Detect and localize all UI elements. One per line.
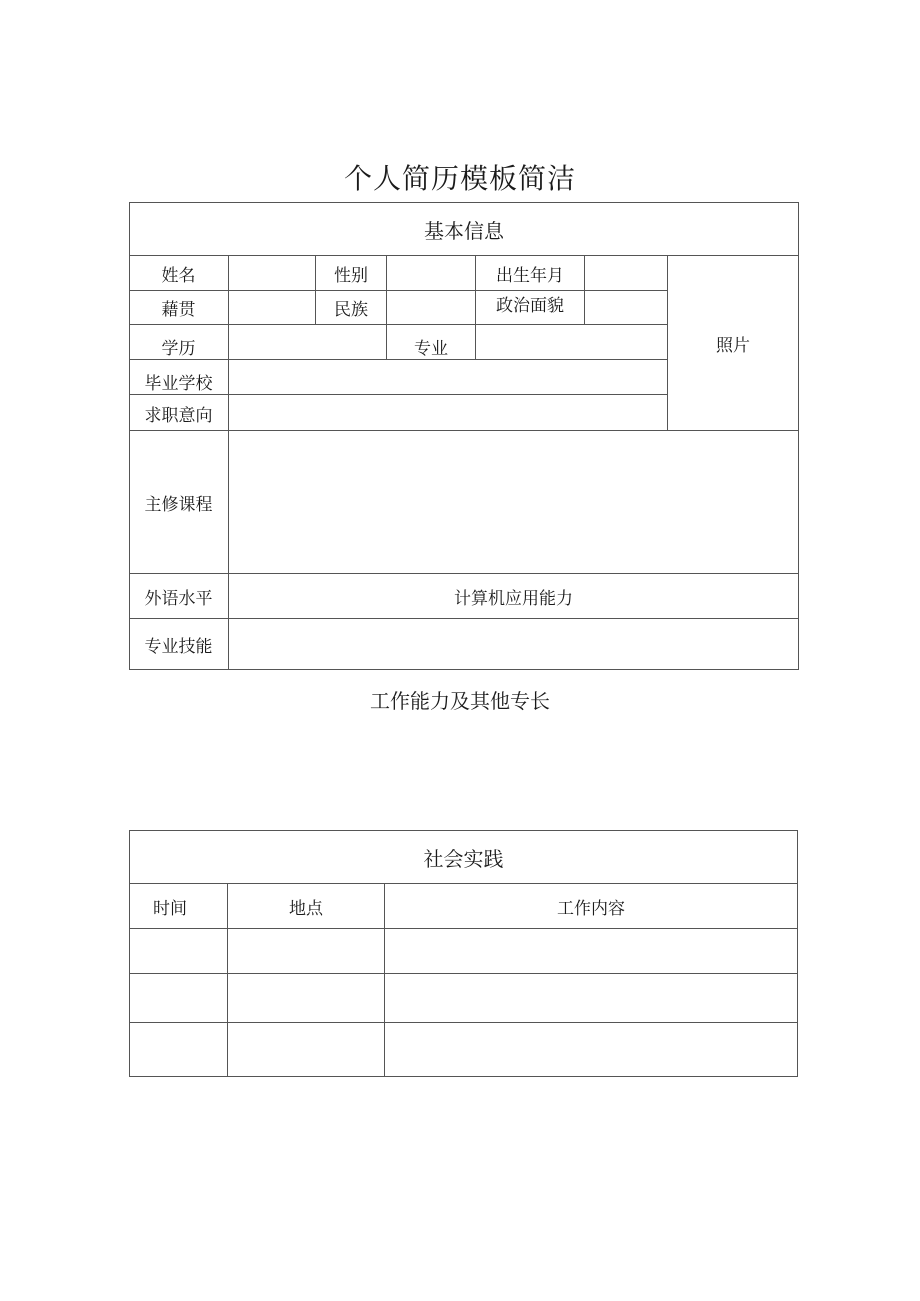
name-field[interactable] [229,256,315,290]
education-label: 学历 [161,338,196,359]
professional-skills-field[interactable] [229,619,798,669]
political-status-label: 政治面貌 [496,296,564,316]
political-status-field[interactable] [585,291,667,324]
work-ability-content-area[interactable] [129,718,799,826]
birth-label: 出生年月 [496,265,564,286]
column-header-place: 地点 [289,898,323,919]
birth-field[interactable] [585,256,667,290]
job-intention-field[interactable] [229,395,667,430]
gender-field[interactable] [387,256,475,290]
professional-skills-label: 专业技能 [144,637,213,657]
school-label: 毕业学校 [144,373,213,394]
major-field[interactable] [476,325,667,359]
gender-label: 性别 [334,265,368,286]
table-row[interactable] [130,1023,797,1076]
photo-label: 照片 [716,335,750,356]
native-place-field[interactable] [229,291,315,324]
table-row[interactable] [130,974,797,1022]
table-row[interactable] [130,929,797,973]
page-title: 个人简历模板简洁 [343,162,576,195]
column-header-time: 时间 [153,898,187,919]
foreign-language-label: 外语水平 [144,588,213,609]
main-courses-field[interactable] [229,431,798,573]
ethnic-field[interactable] [387,291,475,324]
work-ability-section-title: 工作能力及其他专长 [370,689,550,713]
name-label: 姓名 [161,265,196,286]
education-field[interactable] [229,325,386,359]
basic-info-header: 基本信息 [424,218,504,243]
major-label: 专业 [414,338,448,359]
school-field[interactable] [229,360,667,394]
social-practice-header: 社会实践 [423,846,504,871]
main-courses-label: 主修课程 [144,494,213,515]
job-intention-label: 求职意向 [144,405,213,426]
ethnic-label: 民族 [334,300,368,320]
column-header-content: 工作内容 [557,898,625,919]
native-place-label: 藉贯 [161,300,196,320]
computer-skills-label: 计算机应用能力 [454,588,573,609]
